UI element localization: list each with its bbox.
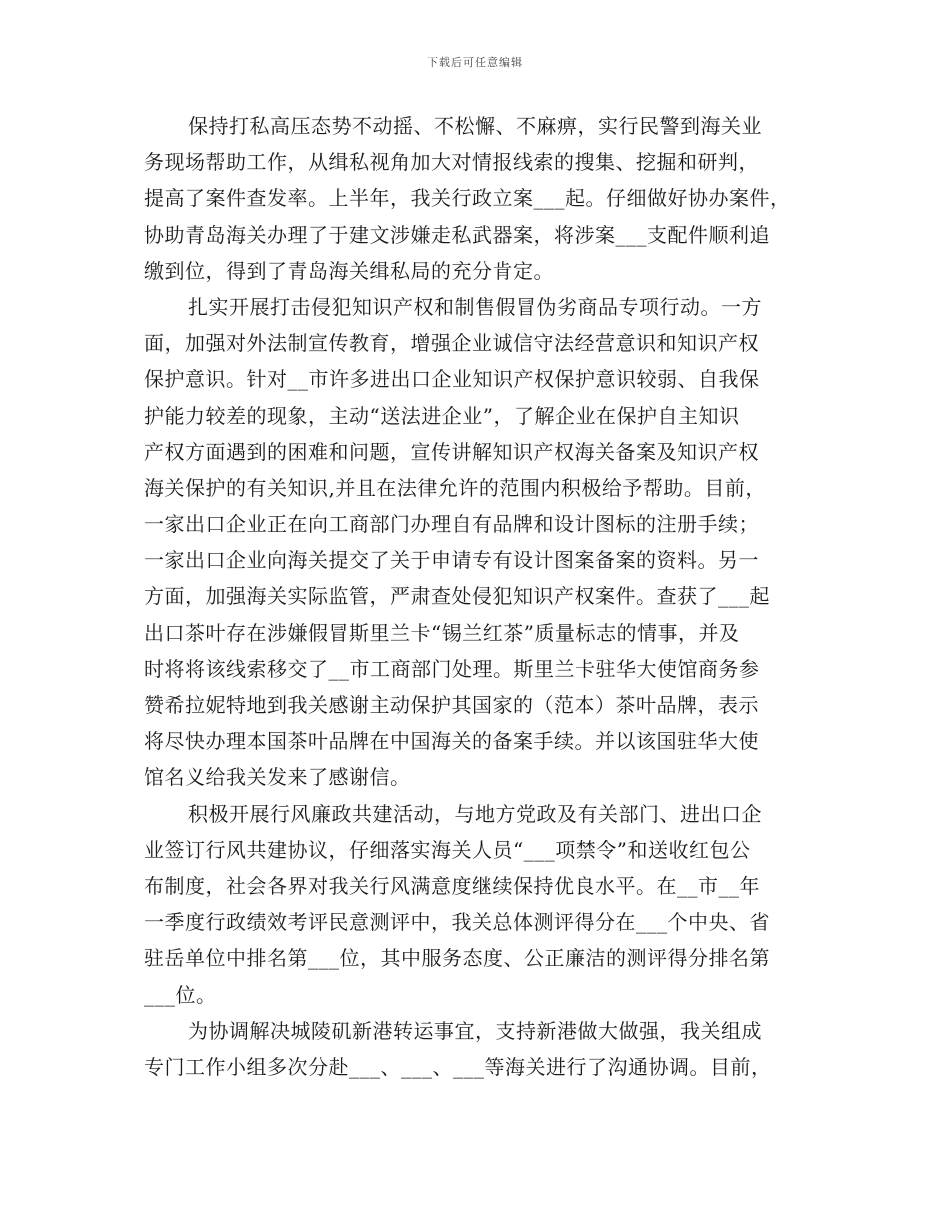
text-line: 为协调解决城陵矶新港转运事宜，支持新港做大做强，我关组成 xyxy=(188,1018,762,1043)
text-line: 海关保护的有关知识,并且在法律允许的范围内积极给予帮助。目前， xyxy=(144,475,766,500)
text-line: 方面，加强海关实际监管，严肃查处侵犯知识产权案件。查获了___起 xyxy=(144,584,770,609)
text-line: 专门工作小组多次分赴___、___、___等海关进行了沟通协调。目前， xyxy=(144,1054,772,1079)
text-line: 产权方面遇到的困难和问题，宣传讲解知识产权海关备案及知识产权 xyxy=(144,439,759,464)
text-line: 积极开展行风廉政共建活动，与地方党政及有关部门、进出口企 xyxy=(188,801,762,826)
text-line: 驻岳单位中排名第___位，其中服务态度、公正廉洁的测评得分排名第 xyxy=(144,946,770,971)
text-line: 护能力较差的现象，主动“送法进企业”，了解企业在保护自主知识 xyxy=(144,403,740,428)
text-line: 协助青岛海关办理了于建文涉嫌走私武器案，将涉案___支配件顺利追 xyxy=(144,222,770,247)
text-line: 一家出口企业正在向工商部门办理自有品牌和设计图标的注册手续； xyxy=(144,512,759,537)
text-line: 面，加强对外法制宣传教育，增强企业诚信守法经营意识和知识产权 xyxy=(144,331,759,356)
text-line: 一季度行政绩效考评民意测评中，我关总体测评得分在___个中央、省 xyxy=(144,910,770,935)
text-line: 时将将该线索移交了__市工商部门处理。斯里兰卡驻华大使馆商务参 xyxy=(144,656,760,681)
paragraph-2 xyxy=(144,289,816,796)
text-line: 保护意识。针对__市许多进出口企业知识产权保护意识较弱、自我保 xyxy=(144,367,760,392)
text-line: 缴到位，得到了青岛海关缉私局的充分肯定。 xyxy=(144,258,554,283)
paragraph-3 xyxy=(144,796,816,1013)
text-line: 将尽快办理本国茶叶品牌在中国海关的备案手续。并以该国驻华大使 xyxy=(144,729,759,754)
text-line: 出口茶叶存在涉嫌假冒斯里兰卡“锡兰红茶”质量标志的情事，并及 xyxy=(144,620,740,645)
text-line: 赞希拉妮特地到我关感谢主动保护其国家的（范本）茶叶品牌，表示 xyxy=(144,693,759,717)
text-line: 提高了案件查发率。上半年，我关行政立案___起。仔细做好协办案件， xyxy=(144,186,791,211)
text-line: 馆名义给我关发来了感谢信。 xyxy=(144,765,411,790)
page-header: 下载后可任意编辑 xyxy=(427,56,523,69)
text-line: ___位。 xyxy=(144,982,217,1007)
text-line: 一家出口企业向海关提交了关于申请专有设计图案备案的资料。另一 xyxy=(144,548,759,573)
text-line: 务现场帮助工作，从缉私视角加大对情报线索的搜集、挖掘和研判， xyxy=(144,150,759,175)
text-line: 业签订行风共建协议，仔细落实海关人员“___项禁令”和送收红包公 xyxy=(144,837,751,862)
text-line: 扎实开展打击侵犯知识产权和制售假冒伪劣商品专项行动。一方 xyxy=(188,294,762,319)
text-line: 布制度，社会各界对我关行风满意度继续保持优良水平。在__市__年 xyxy=(144,873,760,898)
document-body xyxy=(144,108,816,1085)
paragraph-4 xyxy=(144,1013,816,1085)
text-line: 保持打私高压态势不动摇、不松懈、不麻痹，实行民警到海关业 xyxy=(188,114,762,138)
paragraph-1 xyxy=(144,108,816,289)
